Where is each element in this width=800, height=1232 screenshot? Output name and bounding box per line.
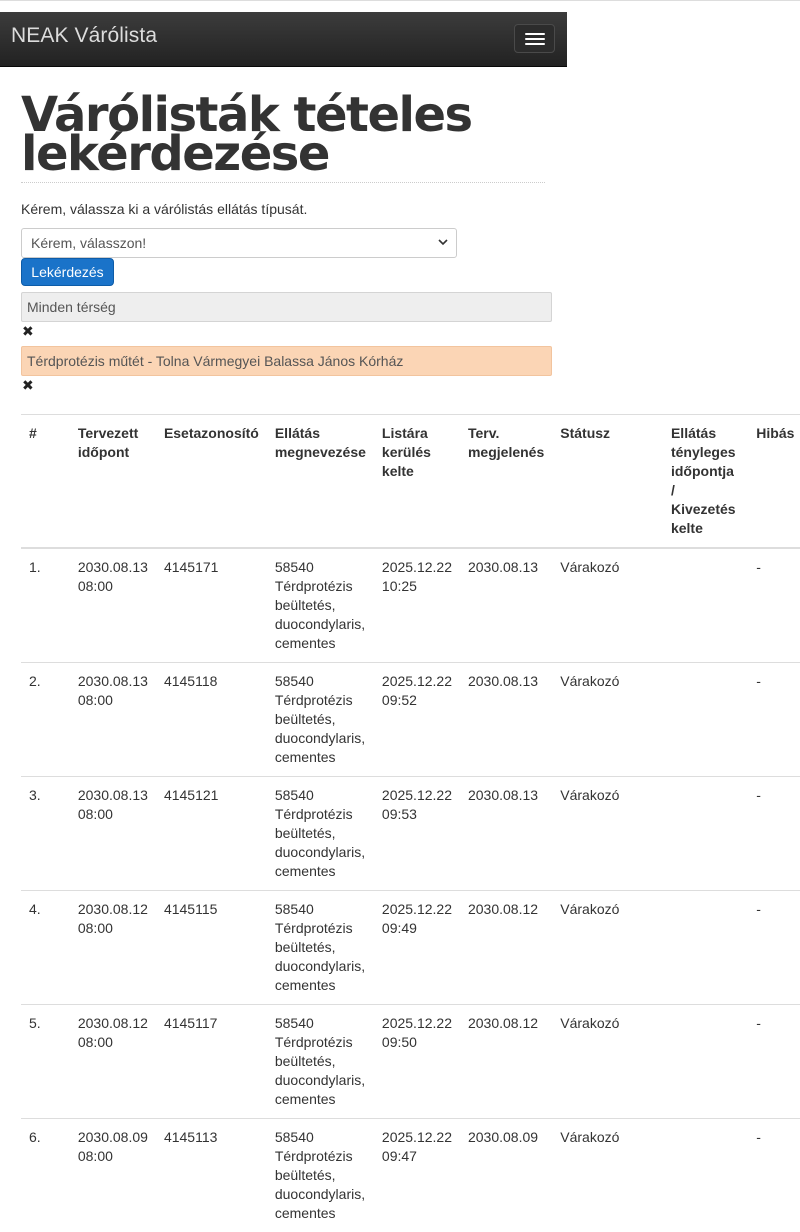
query-button[interactable]: Lekérdezés — [21, 258, 114, 286]
col-faulty: Hibás — [748, 415, 800, 549]
waiting-list-table — [21, 414, 800, 1232]
table-row — [21, 777, 800, 891]
row-number: 2. — [21, 663, 70, 777]
planned-appearance: 2030.08.09 — [460, 1119, 552, 1232]
col-actual-date: Ellátás tényleges időpontja / Kivezetés kelte — [663, 415, 748, 549]
listed-date: 2025.12.22 10:25 — [374, 548, 460, 663]
listed-date: 2025.12.22 09:53 — [374, 777, 460, 891]
case-id: 4145121 — [156, 777, 267, 891]
planned-appearance: 2030.08.12 — [460, 1005, 552, 1119]
service-name: 58540 Térdprotézis beültetés, duocondylaris, cementes — [267, 891, 374, 1005]
service-name: 58540 Térdprotézis beültetés, duocondylaris, cementes — [267, 777, 374, 891]
brand-link[interactable]: NEAK Várólista — [11, 24, 157, 48]
col-service-name: Ellátás megnevezése — [267, 415, 374, 549]
planned-date: 2030.08.13 08:00 — [70, 777, 156, 891]
col-planned-appearance: Terv. megjelenés — [460, 415, 552, 549]
status: Várakozó — [552, 663, 663, 777]
hamburger-icon-bar — [525, 38, 545, 40]
service-name: 58540 Térdprotézis beültetés, duocondylaris, cementes — [267, 1005, 374, 1119]
table-row — [21, 891, 800, 1005]
instruction-text: Kérem, válassza ki a várólistás ellátás típusát. — [21, 201, 307, 217]
actual-date — [663, 548, 748, 663]
planned-appearance: 2030.08.13 — [460, 777, 552, 891]
case-id: 4145171 — [156, 548, 267, 663]
actual-date — [663, 891, 748, 1005]
case-id: 4145113 — [156, 1119, 267, 1232]
service-name: 58540 Térdprotézis beültetés, duocondylaris, cementes — [267, 548, 374, 663]
select-value: Kérem, válasszon! — [31, 235, 146, 251]
row-number: 3. — [21, 777, 70, 891]
table-row — [21, 1119, 800, 1232]
planned-date: 2030.08.09 08:00 — [70, 1119, 156, 1232]
col-status: Státusz — [552, 415, 663, 549]
table-row — [21, 1005, 800, 1119]
listed-date: 2025.12.22 09:50 — [374, 1005, 460, 1119]
listed-date: 2025.12.22 09:52 — [374, 663, 460, 777]
top-divider — [0, 0, 800, 1]
listed-date: 2025.12.22 09:47 — [374, 1119, 460, 1232]
status: Várakozó — [552, 1005, 663, 1119]
table-row — [21, 663, 800, 777]
service-name: 58540 Térdprotézis beültetés, duocondylaris, cementes — [267, 1119, 374, 1232]
navbar — [0, 12, 567, 67]
actual-date — [663, 1119, 748, 1232]
service-name: 58540 Térdprotézis beültetés, duocondylaris, cementes — [267, 663, 374, 777]
faulty: - — [748, 663, 800, 777]
col-planned-date: Tervezett időpont — [70, 415, 156, 549]
actual-date — [663, 663, 748, 777]
listed-date: 2025.12.22 09:49 — [374, 891, 460, 1005]
faulty: - — [748, 1119, 800, 1232]
actual-date — [663, 777, 748, 891]
table-row — [21, 548, 800, 663]
faulty: - — [748, 777, 800, 891]
planned-appearance: 2030.08.13 — [460, 548, 552, 663]
row-number: 5. — [21, 1005, 70, 1119]
case-id: 4145115 — [156, 891, 267, 1005]
planned-date: 2030.08.12 08:00 — [70, 891, 156, 1005]
case-id: 4145118 — [156, 663, 267, 777]
hamburger-icon-bar — [525, 43, 545, 45]
service-type-select[interactable] — [21, 228, 457, 258]
remove-region-filter-icon[interactable]: ✖ — [22, 324, 34, 338]
status: Várakozó — [552, 548, 663, 663]
hamburger-icon — [525, 33, 545, 35]
menu-toggle-button[interactable] — [514, 24, 555, 53]
row-number: 4. — [21, 891, 70, 1005]
col-listed-date: Listára kerülés kelte — [374, 415, 460, 549]
planned-appearance: 2030.08.13 — [460, 663, 552, 777]
table-header-row — [21, 415, 800, 549]
chevron-down-icon — [436, 235, 450, 249]
planned-appearance: 2030.08.12 — [460, 891, 552, 1005]
page-title: Várólisták tételes lekérdezése — [21, 96, 545, 174]
col-number: # — [21, 415, 70, 549]
faulty: - — [748, 891, 800, 1005]
faulty: - — [748, 1005, 800, 1119]
planned-date: 2030.08.13 08:00 — [70, 663, 156, 777]
planned-date: 2030.08.12 08:00 — [70, 1005, 156, 1119]
hospital-filter: Térdprotézis műtét - Tolna Vármegyei Balassa János Kórház — [21, 346, 552, 376]
actual-date — [663, 1005, 748, 1119]
status: Várakozó — [552, 777, 663, 891]
row-number: 1. — [21, 548, 70, 663]
planned-date: 2030.08.13 08:00 — [70, 548, 156, 663]
remove-hospital-filter-icon[interactable]: ✖ — [22, 378, 34, 392]
col-case-id: Esetazonosító — [156, 415, 267, 549]
title-divider — [21, 182, 545, 183]
status: Várakozó — [552, 891, 663, 1005]
case-id: 4145117 — [156, 1005, 267, 1119]
faulty: - — [748, 548, 800, 663]
row-number: 6. — [21, 1119, 70, 1232]
region-filter: Minden térség — [21, 292, 552, 322]
status: Várakozó — [552, 1119, 663, 1232]
